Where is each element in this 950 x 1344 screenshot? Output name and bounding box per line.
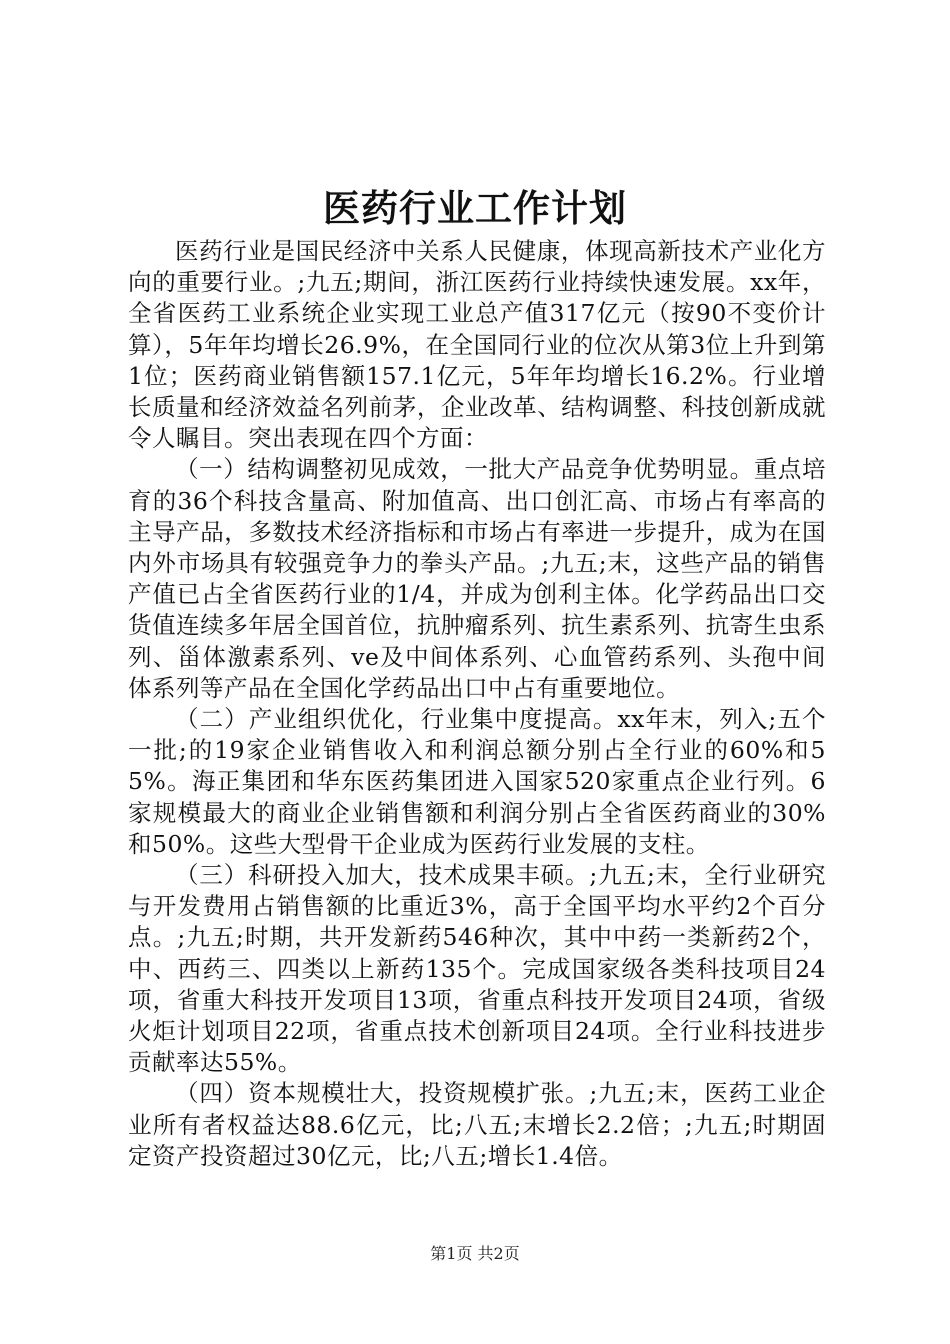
document-title: 医药行业工作计划 (323, 186, 627, 230)
paragraph-structure-adjustment: （一）结构调整初见成效，一批大产品竞争优势明显。重点培育的36个科技含量高、附加值高、出口创汇高、市场占有率高的主导产品，多数技术经济指标和市场占有率进一步提升，成为在国内外市场具有较强竞争力的拳头产品。;九五;末，这些产品的销售产值已占全省医药行业的1/4，并成为创利主体。化学药品出口交货值连续多年居全国首位，抗肿瘤系列、抗生素系列、抗寄生虫系列、甾体激素系列、ve及中间体系列、心血管药系列、头孢中间体系列等产品在全国化学药品出口中占有重要地位。 (128, 455, 826, 702)
paragraph-capital-scale: （四）资本规模壮大，投资规模扩张。;九五;末，医药工业企业所有者权益达88.6亿元，比;八五;末增长2.2倍；;九五;时期固定资产投资超过30亿元，比;八五;增长1.4倍。 (128, 1079, 826, 1170)
paragraph-intro: 医药行业是国民经济中关系人民健康，体现高新技术产业化方向的重要行业。;九五;期间，浙江医药行业持续快速发展。xx年，全省医药工业系统企业实现工业总产值317亿元（按90不变价计算），5年年均增长26.9%，在全国同行业的位次从第3位上升到第1位；医药商业销售额157.1亿元，5年年均增长16.2%。行业增长质量和经济效益名列前茅，企业改革、结构调整、科技创新成就令人瞩目。突出表现在四个方面： (128, 237, 826, 453)
paragraph-research-investment: （三）科研投入加大，技术成果丰硕。;九五;末，全行业研究与开发费用占销售额的比重近3%，高于全国平均水平约2个百分点。;九五;时期，共开发新药546种次，其中中药一类新药2个，中、西药三、四类以上新药135个。完成国家级各类科技项目24项，省重大科技开发项目13项，省重点科技开发项目24项，省级火炬计划项目22项，省重点技术创新项目24项。全行业科技进步贡献率达55%。 (128, 861, 826, 1077)
page-number-footer: 第1页 共2页 (430, 1244, 520, 1263)
document-body (128, 236, 826, 1172)
paragraph-industry-organization: （二）产业组织优化，行业集中度提高。xx年末，列入;五个一批;的19家企业销售收入和利润总额分别占全行业的60%和55%。海正集团和华东医药集团进入国家520家重点企业行列。6家规模最大的商业企业销售额和利润分别占全省医药商业的30%和50%。这些大型骨干企业成为医药行业发展的支柱。 (128, 705, 826, 858)
